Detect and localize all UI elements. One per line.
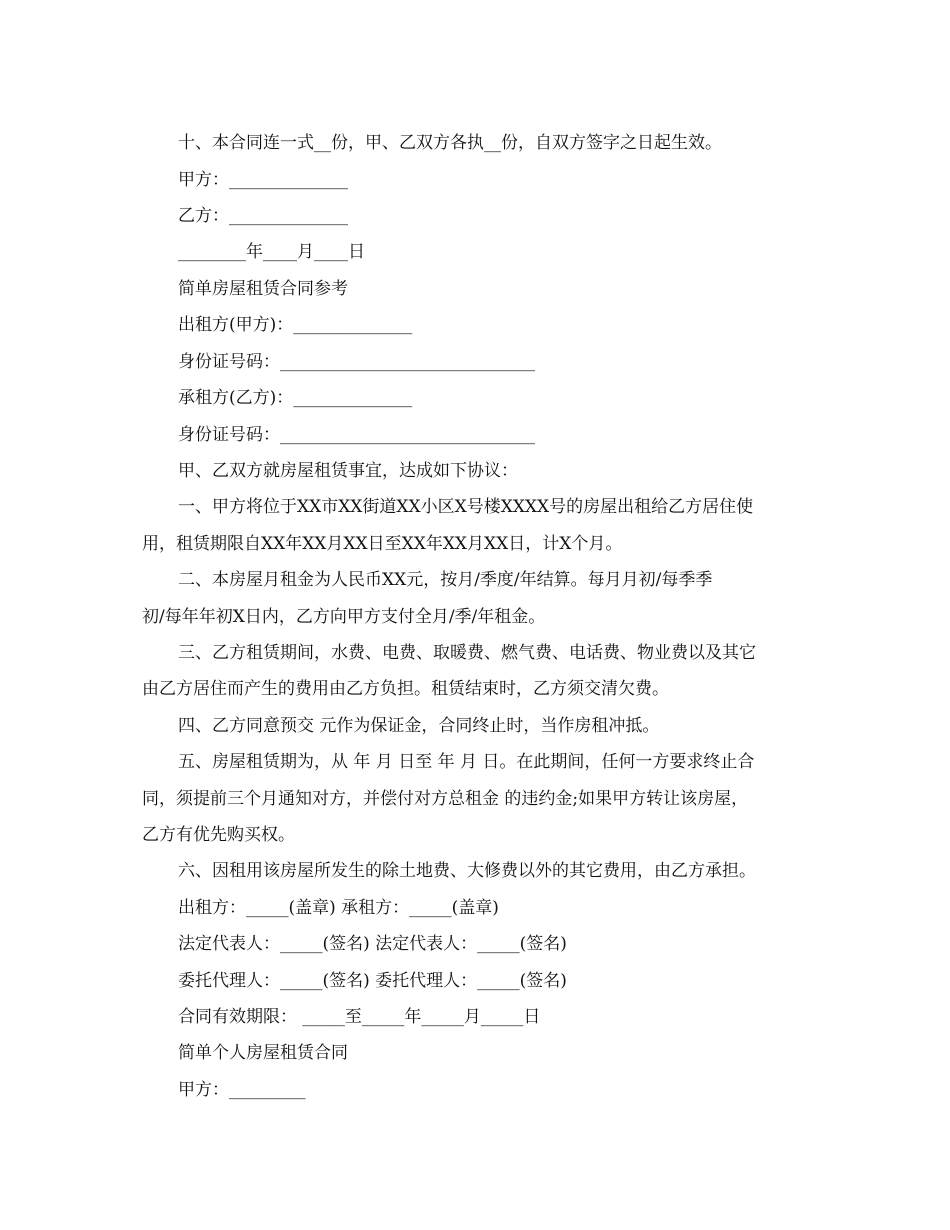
clause-five-line-3: 乙方有优先购买权。 — [142, 825, 295, 845]
clause-three-line-1: 三、乙方租赁期间，水费、电费、取暖费、燃气费、电话费、物业费以及其它 — [178, 643, 756, 663]
authorized-agent-line: 委托代理人：_____(签名) 委托代理人：_____(签名) — [178, 971, 567, 991]
party-a-field: 甲方：_________ — [178, 1080, 306, 1100]
lessee-id-field: 身份证号码：______________________________ — [178, 425, 535, 445]
clause-four: 四、乙方同意预交 元作为保证金，合同终止时，当作房租冲抵。 — [178, 716, 660, 736]
lessor-lessee-seal-line: 出租方：_____(盖章) 承租方：_____(盖章) — [178, 898, 499, 918]
clause-one-line-1: 一、甲方将位于XX市XX街道XX小区X号楼XXXX号的房屋出租给乙方居住使 — [178, 497, 754, 517]
section-title-reference-contract: 简单房屋租赁合同参考 — [178, 279, 348, 299]
lessor-id-field: 身份证号码：______________________________ — [178, 352, 535, 372]
clause-five-line-1: 五、房屋租赁期为，从 年 月 日至 年 月 日。在此期间，任何一方要求终止合 — [178, 752, 755, 772]
clause-six: 六、因租用该房屋所发生的除土地费、大修费以外的其它费用，由乙方承担。 — [178, 861, 756, 881]
party-b-signature-line: 乙方：______________ — [178, 206, 348, 226]
clause-one-line-2: 用，租赁期限自XX年XX月XX日至XX年XX月XX日，计X个月。 — [142, 534, 623, 554]
validity-period-line: 合同有效期限： _____至_____年_____月_____日 — [178, 1007, 541, 1027]
legal-representative-line: 法定代表人：_____(签名) 法定代表人：_____(签名) — [178, 934, 567, 954]
clause-three-line-2: 由乙方居住而产生的费用由乙方负担。租赁结束时，乙方须交清欠费。 — [142, 679, 669, 699]
lessee-field: 承租方(乙方)：______________ — [178, 388, 413, 408]
clause-two-line-2: 初/每年年初X日内，乙方向甲方支付全月/季/年租金。 — [142, 607, 546, 627]
section-title-personal-contract: 简单个人房屋租赁合同 — [178, 1043, 348, 1063]
lessor-field: 出租方(甲方)：______________ — [178, 315, 413, 335]
clause-five-line-2: 同，须提前三个月通知对方，并偿付对方总租金 的违约金;如果甲方转让该房屋， — [142, 789, 749, 809]
agreement-intro: 甲、乙双方就房屋租赁事宜，达成如下协议： — [178, 461, 518, 481]
clause-ten: 十、本合同连一式__份，甲、乙双方各执__份，自双方签字之日起生效。 — [178, 133, 722, 153]
clause-two-line-1: 二、本房屋月租金为人民币XX元，按月/季度/年结算。每月月初/每季季 — [178, 570, 713, 590]
party-a-signature-line: 甲方：______________ — [178, 170, 348, 190]
date-line: ________年____月____日 — [178, 242, 365, 262]
